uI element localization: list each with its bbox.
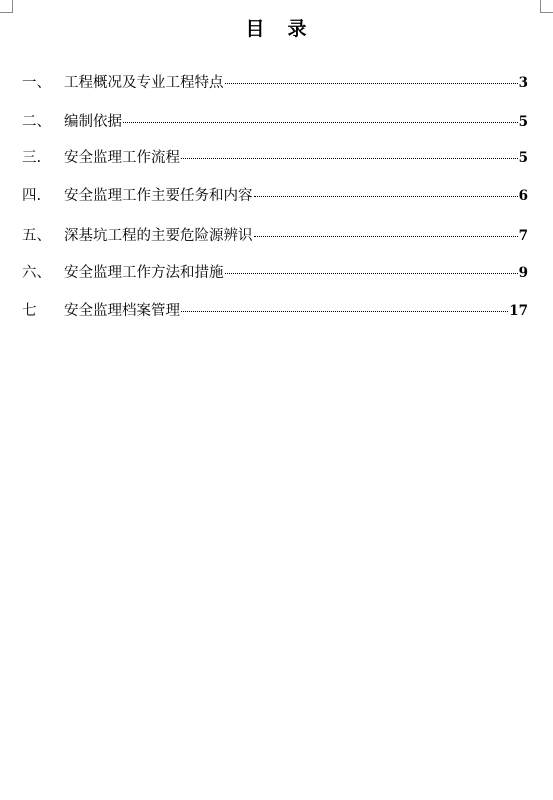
toc-entry[interactable] <box>22 299 528 321</box>
toc-entry[interactable] <box>22 261 528 283</box>
toc-entry[interactable] <box>22 110 528 132</box>
crop-mark-top-right <box>540 0 553 13</box>
toc-entry-number: 三. <box>22 150 42 166</box>
toc-entry-title: 编制依据 <box>64 114 122 130</box>
toc-entry-number: 二、 <box>22 114 51 130</box>
toc-entry-page: 6 <box>518 188 528 204</box>
toc-entry-title: 深基坑工程的主要危险源辨识 <box>64 228 253 244</box>
toc-dot-leader <box>254 196 518 197</box>
toc-dot-leader <box>225 83 518 84</box>
toc-dot-leader <box>181 158 518 159</box>
toc-entry-number: 七 <box>22 303 37 319</box>
toc-entry-title: 安全监理档案管理 <box>64 303 180 319</box>
crop-mark-top-left <box>0 0 13 13</box>
toc-entry-title: 安全监理工作流程 <box>64 150 180 166</box>
toc-entry-title: 工程概况及专业工程特点 <box>64 75 224 91</box>
toc-dot-leader <box>225 273 518 274</box>
toc-entry-title: 安全监理工作主要任务和内容 <box>64 188 253 204</box>
toc-entry[interactable] <box>22 71 528 93</box>
toc-entry[interactable] <box>22 224 528 246</box>
toc-entry-page: 3 <box>518 75 528 91</box>
toc-entry-page: 17 <box>509 303 528 319</box>
toc-entry-title: 安全监理工作方法和措施 <box>64 265 224 281</box>
toc-entry-number: 五、 <box>22 228 51 244</box>
toc-entry-number: 六、 <box>22 265 51 281</box>
toc-entry[interactable] <box>22 146 528 168</box>
toc-entry-number: 一、 <box>22 75 51 91</box>
toc-entry-page: 5 <box>518 150 528 166</box>
title-part-2: 录 <box>287 18 308 40</box>
toc-entry-number: 四. <box>22 188 42 204</box>
toc-entry-page: 9 <box>518 265 528 281</box>
toc-entry-page: 5 <box>518 114 528 130</box>
toc-dot-leader <box>123 122 518 123</box>
toc-dot-leader <box>181 311 508 312</box>
toc-dot-leader <box>254 236 518 237</box>
page-title <box>0 14 553 41</box>
toc-entry-page: 7 <box>518 228 528 244</box>
toc-entry[interactable] <box>22 184 528 206</box>
title-part-1: 目 <box>245 18 266 40</box>
